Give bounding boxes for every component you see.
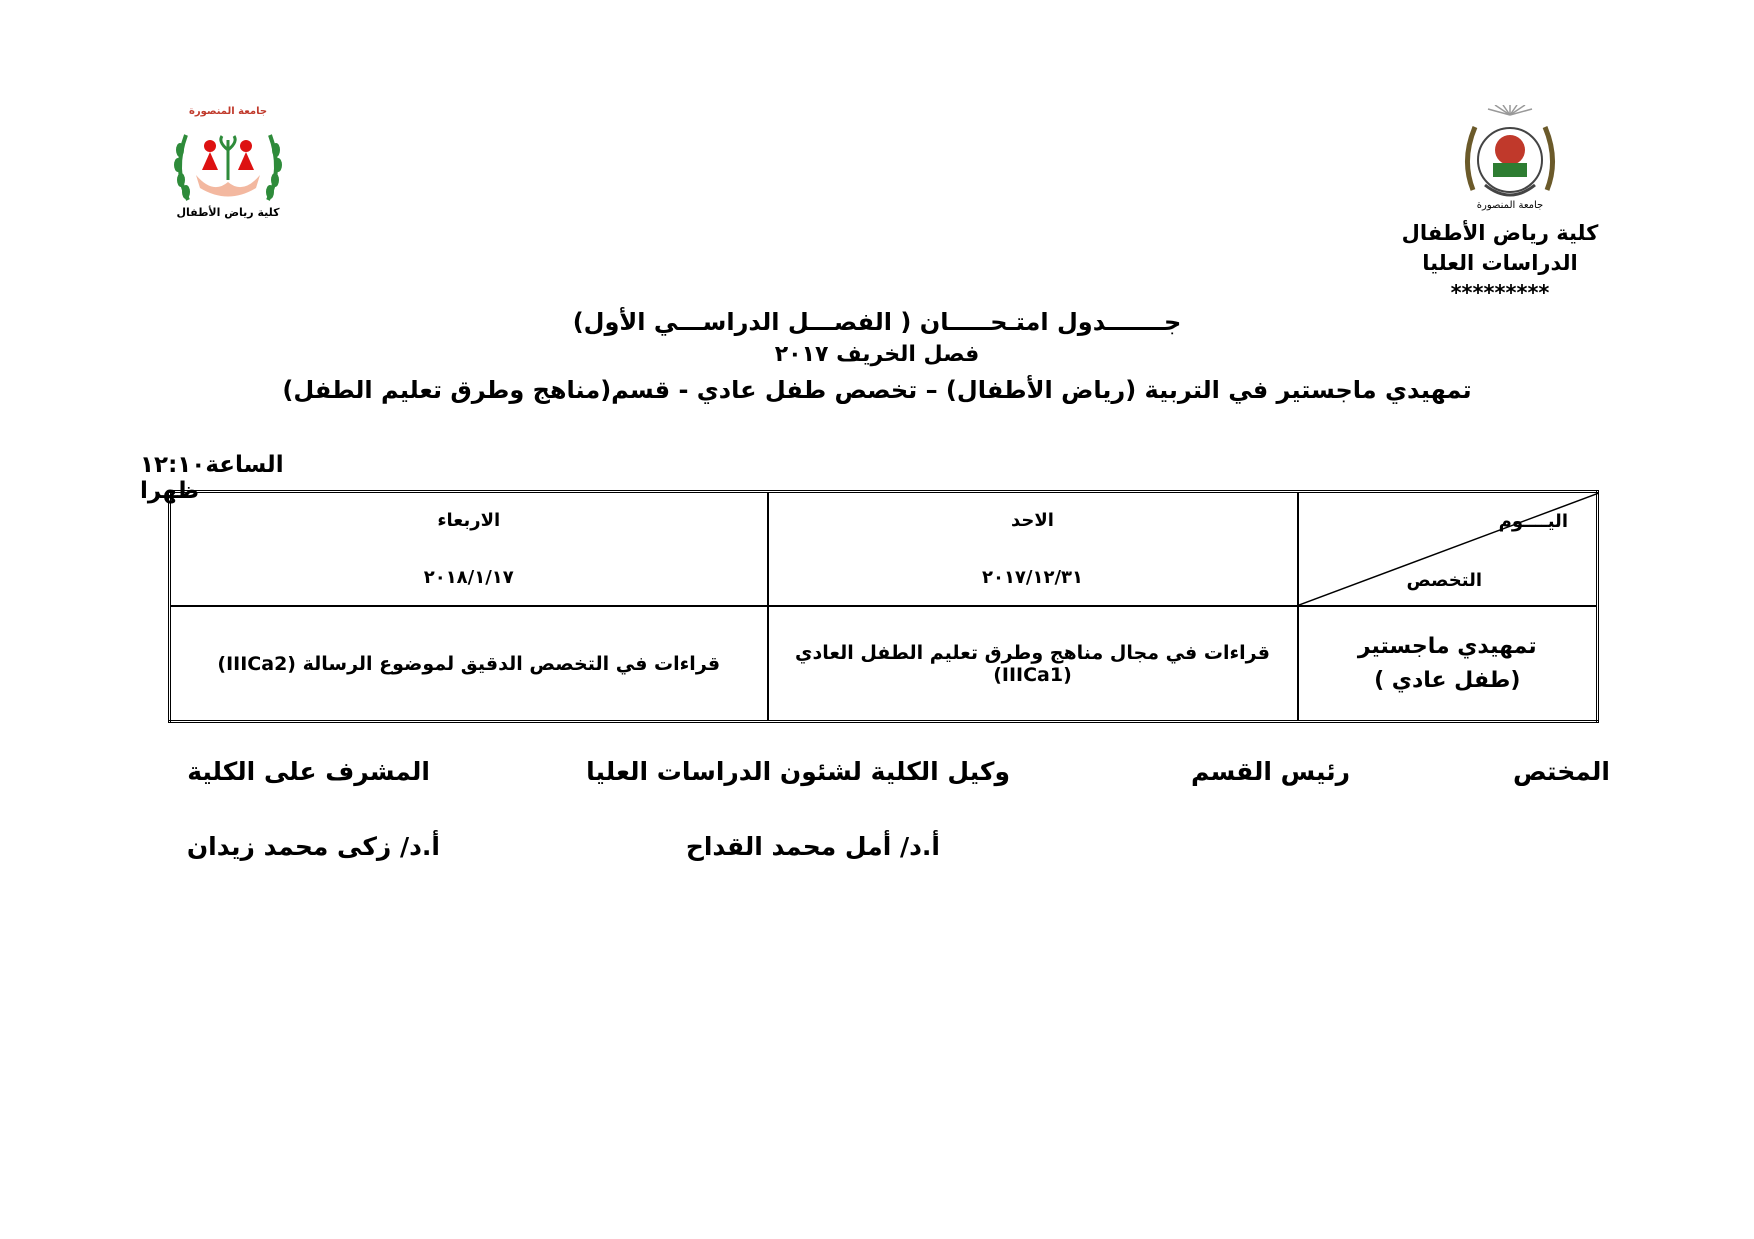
corner-cell (1298, 492, 1598, 607)
subject-text: قراءات في مجال مناهج وطرق تعليم الطفل العادي (IIICa1) (795, 641, 1270, 686)
specialization-cell (1298, 606, 1598, 721)
subject-text: قراءات في التخصص الدقيق لموضوع الرسالة (IIICa2) (217, 652, 721, 675)
day-date: ٢٠١٧/١٢/٣١ (981, 567, 1084, 589)
subject-cell (170, 606, 768, 721)
day-cell (170, 492, 768, 607)
subject-cell (768, 606, 1298, 721)
faculty-logo (168, 106, 288, 220)
table-header-row (170, 492, 1598, 607)
role-vice-dean: وكيل الكلية لشئون الدراسات العليا (586, 757, 1010, 786)
spec-line-2: (طفل عادي ) (1374, 667, 1521, 693)
role-specialist: المختص (1512, 757, 1610, 786)
corner-day-label: اليــــوم (1498, 511, 1568, 533)
corner-spec-label: التخصص (1406, 570, 1483, 592)
exam-time: الساعة١٢:١٠ ظهرا (140, 452, 284, 504)
page-title: جـــــــدول امتـحـــــان ( الفصـــل الدراســـي الأول) (572, 308, 1182, 336)
name-supervisor: أ.د/ زكى محمد زيدان (186, 832, 440, 861)
faculty-header (1380, 218, 1620, 308)
logo-left-bottom-text: كلية رياض الأطفال (176, 206, 280, 219)
day-name: الاحد (1011, 510, 1054, 532)
department-name: الدراسات العليا (1422, 251, 1578, 275)
exam-schedule-table (168, 490, 1599, 723)
semester-title: فصل الخريف ٢٠١٧ (774, 342, 980, 367)
day-name: الاربعاء (437, 510, 501, 532)
university-logo (1455, 105, 1565, 215)
name-vice-dean: أ.د/ أمل محمد القداح (685, 832, 940, 861)
program-title: تمهيدي ماجستير في التربية (رياض الأطفال) – تخصص طفل عادي - قسم(مناهج وطرق تعليم الطفل) (282, 376, 1472, 404)
stars-divider: ********* (1450, 281, 1550, 305)
logo-right-text: جامعة المنصورة (1476, 200, 1544, 211)
day-cell (768, 492, 1298, 607)
day-date: ٢٠١٨/١/١٧ (423, 567, 514, 589)
logo-left-top-text: جامعة المنصورة (188, 106, 268, 117)
spec-line-1: تمهيدي ماجستير (1357, 633, 1537, 659)
table-row (170, 606, 1598, 721)
role-dept-head: رئيس القسم (1190, 757, 1350, 786)
college-name: كلية رياض الأطفال (1401, 221, 1599, 245)
role-supervisor: المشرف على الكلية (187, 757, 430, 786)
